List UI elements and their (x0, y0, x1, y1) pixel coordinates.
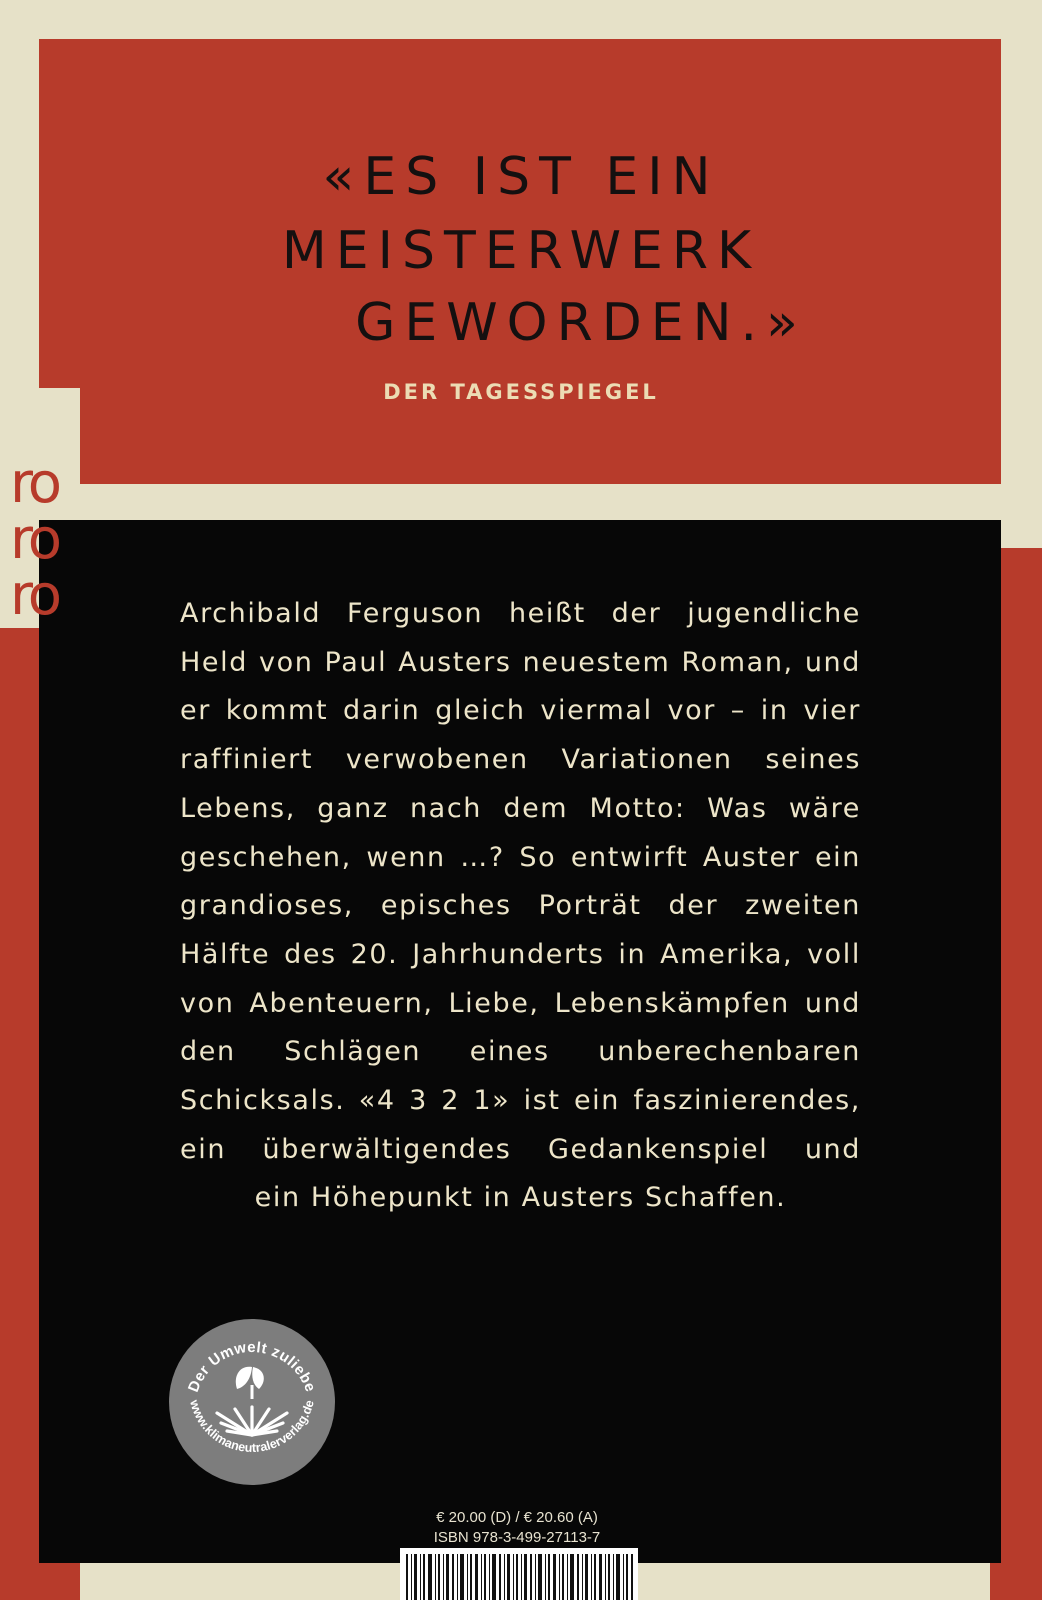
rororo-logo-1: ro (10, 451, 59, 516)
price-block (392, 1508, 642, 1548)
price-text: € 20.00 (D) / € 20.60 (A) (436, 1509, 598, 1526)
barcode (400, 1548, 638, 1600)
quote-source: DER TAGESSPIEGEL (383, 380, 659, 404)
seal-bottom-text: www.klimaneutralerverlag.de (187, 1398, 317, 1456)
rororo-logo-2: ro (10, 507, 59, 572)
rororo-logo-3: ro (10, 563, 59, 628)
blurb-last-line: ein Höhepunkt in Austers Schaffen. (254, 1182, 787, 1213)
seal-top-text: Der Umwelt zuliebe (184, 1338, 320, 1395)
climate-neutral-seal-icon (167, 1317, 337, 1487)
blurb-text: Archibald Ferguson heißt der jugendliche Held von Paul Austers neuestem Roman, und er kommt darin gleich viermal vor – in vier raffiniert verwobenen Variationen seines Lebens, ganz nach dem Motto: Was wäre geschehen, wenn …? So entwirft Auster ein grandioses, episches Porträt der zweiten Hälfte des 20. Jahrhunderts in Amerika, voll von Abenteuern, Liebe, Lebenskämpfen und den Schlägen eines unberechenbaren Schicksals. «4 3 2 1» ist ein faszinierendes, ein überwältigendes Gedankenspiel und (180, 598, 861, 1165)
quote-line-1: «ES IST EIN (322, 147, 720, 207)
isbn-text: ISBN 978-3-499-27113-7 (433, 1529, 601, 1546)
quote-line-2: MEISTERWERK (281, 221, 761, 281)
quote-line-3: GEWORDEN.» (355, 293, 807, 353)
